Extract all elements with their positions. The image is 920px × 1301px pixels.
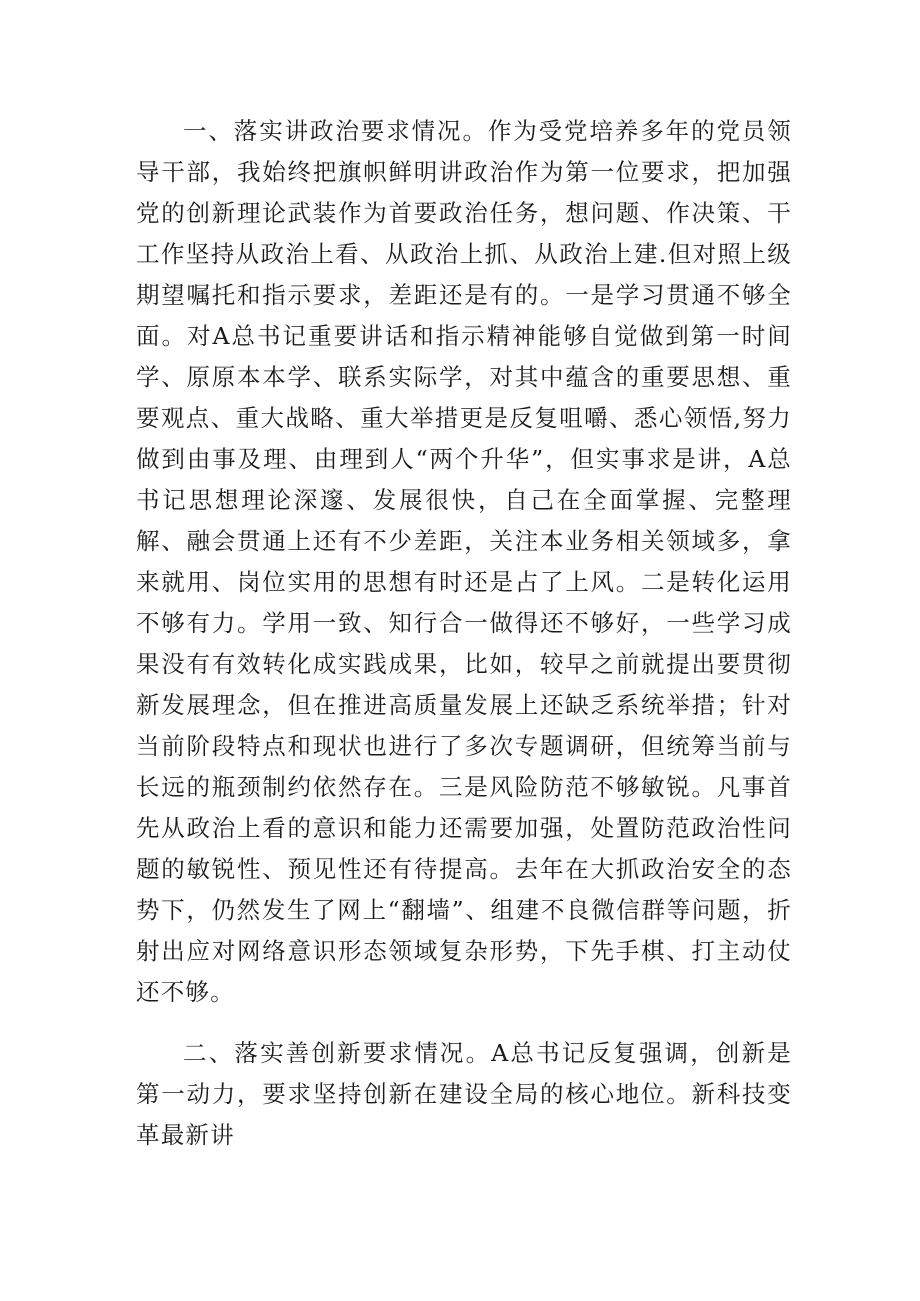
document-body: [136, 111, 792, 1156]
paragraph-political-requirements: 一、落实讲政治要求情况。作为受党培养多年的党员领导干部，我始终把旗帜鲜明讲政治作为第一位要求，把加强党的创新理论武装作为首要政治任务，想问题、作决策、干工作坚持从政治上看、从政治上抓、从政治上建.但对照上级期望嘱托和指示要求，差距还是有的。一是学习贯通不够全面。对A总书记重要讲话和指示精神能够自觉做到第一时间学、原原本本学、联系实际学，对其中蕴含的重要思想、重要观点、重大战略、重大举措更是反复咀嚼、悉心领悟,努力做到由事及理、由理到人“两个升华”，但实事求是讲，A总书记思想理论深邃、发展很快，自己在全面掌握、完整理解、融会贯通上还有不少差距，关注本业务相关领域多，拿来就用、岗位实用的思想有时还是占了上风。二是转化运用不够有力。学用一致、知行合一做得还不够好，一些学习成果没有有效转化成实践成果，比如，较早之前就提出要贯彻新发展理念，但在推进高质量发展上还缺乏系统举措；针对当前阶段特点和现状也进行了多次专题调研，但统筹当前与长远的瓶颈制约依然存在。三是风险防范不够敏锐。凡事首先从政治上看的意识和能力还需要加强，处置防范政治性问题的敏锐性、预见性还有待提高。去年在大抓政治安全的态势下，仍然发生了网上“翻墙”、组建不良微信群等问题，折射出应对网络意识形态领域复杂形势，下先手棋、打主动仗还不够。: [136, 117, 792, 1006]
paragraph-innovation-requirements: 二、落实善创新要求情况。A总书记反复强调，创新是第一动力，要求坚持创新在建设全局的核心地位。新科技变革最新讲: [136, 1039, 792, 1149]
